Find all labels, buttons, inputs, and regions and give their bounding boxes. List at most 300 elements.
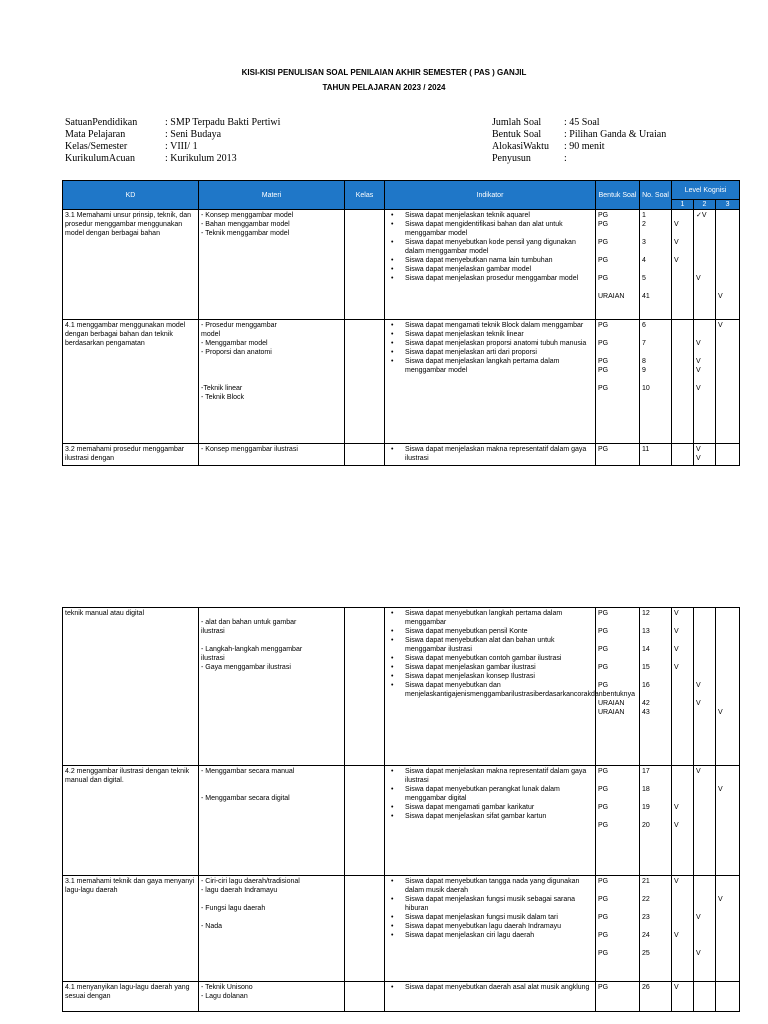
level-3-cell-line — [718, 265, 737, 274]
bentuk-soal-cell-line — [598, 922, 637, 931]
level-2-cell-line — [696, 922, 713, 931]
level-2-cell-line — [696, 256, 713, 265]
level-2-cell-line: V — [696, 768, 701, 775]
level-3-cell-line — [718, 618, 737, 627]
bentuk-soal-cell — [596, 876, 640, 982]
level-3-cell-line — [718, 803, 737, 812]
bentuk-soal-cell-line: PG — [598, 239, 609, 246]
level-2-cell-line: V — [696, 340, 701, 347]
level-1-cell-line — [674, 812, 691, 821]
level-3-cell — [716, 982, 740, 1012]
kelas-cell — [345, 766, 385, 876]
materi-cell-line — [201, 366, 342, 375]
meta-left-row — [65, 129, 280, 141]
no-soal-cell-line: 6 — [642, 322, 646, 329]
level-1-cell-line — [674, 366, 691, 375]
materi-cell-line: - Prosedur menggambar — [201, 322, 277, 329]
level-2-cell-line: ✓V — [696, 212, 707, 219]
bentuk-soal-cell-line: PG — [598, 822, 609, 829]
indikator-cell — [385, 210, 596, 320]
level-2-cell-line — [696, 812, 713, 821]
bentuk-soal-cell — [596, 608, 640, 766]
materi-cell-line: - Menggambar secara digital — [201, 795, 290, 802]
materi-cell-line: -Teknik linear — [201, 385, 243, 392]
header-materi: Materi — [199, 181, 345, 210]
level-3-cell-line — [718, 877, 737, 886]
materi-cell-line — [201, 776, 342, 785]
bentuk-soal-cell-line: PG — [598, 768, 609, 775]
meta-right-row — [492, 117, 666, 129]
meta-right-value: : Pilihan Ganda & Uraian — [564, 129, 667, 140]
level-2-cell-line — [696, 663, 713, 672]
kd-cell: 4.2 menggambar ilustrasi dengan teknik manual dan digital. — [63, 766, 199, 876]
no-soal-cell-line: 15 — [642, 664, 650, 671]
table-row — [63, 444, 740, 466]
level-2-cell-line: V — [696, 358, 701, 365]
level-1-cell-line — [674, 292, 691, 301]
level-3-cell — [716, 766, 740, 876]
no-soal-cell-line — [642, 812, 669, 821]
level-2-cell-line — [696, 375, 713, 384]
materi-cell — [199, 876, 345, 982]
level-1-cell-line — [674, 211, 691, 220]
no-soal-cell-line — [642, 654, 669, 663]
level-3-cell-line — [718, 922, 737, 931]
level-3-cell — [716, 444, 740, 466]
level-1-cell — [672, 982, 694, 1012]
level-3-cell-line — [718, 627, 737, 636]
level-3-cell-line — [718, 913, 737, 922]
meta-left-row — [65, 153, 280, 165]
bentuk-soal-cell-line: PG — [598, 610, 609, 617]
header-level-kognisi: Level Kognisi — [672, 181, 740, 200]
level-3-cell-line — [718, 211, 737, 220]
level-3-cell-line — [718, 339, 737, 348]
meta-right-row — [492, 153, 666, 165]
no-soal-cell — [640, 444, 672, 466]
indikator-item: • Siswa dapat menjelaskan fungsi musik dalam tari — [387, 913, 593, 922]
level-1-cell — [672, 876, 694, 982]
level-3-cell-line — [718, 283, 737, 292]
level-2-cell-line — [696, 776, 713, 785]
bentuk-soal-cell-line: PG — [598, 322, 609, 329]
level-1-cell-line — [674, 321, 691, 330]
level-2-cell — [694, 210, 716, 320]
no-soal-cell — [640, 320, 672, 444]
no-soal-cell-line — [642, 672, 669, 681]
no-soal-cell-line: 11 — [642, 446, 650, 453]
bentuk-soal-cell-line: PG — [598, 385, 609, 392]
indikator-item: • Siswa dapat menjelaskan teknik linear — [387, 330, 593, 339]
level-1-cell-line — [674, 445, 691, 454]
level-2-cell-line: V — [696, 385, 701, 392]
no-soal-cell-line — [642, 886, 669, 895]
header-bentuk-soal: Bentuk Soal — [596, 181, 640, 210]
bentuk-soal-cell-line — [598, 247, 637, 256]
level-3-cell-line — [718, 663, 737, 672]
level-3-cell-line — [718, 949, 737, 958]
indikator-item: • Siswa dapat menjelaskan teknik aquarel — [387, 211, 593, 220]
indikator-item: • Siswa dapat menyebutkan alat dan bahan untuk menggambar ilustrasi — [387, 636, 593, 654]
meta-left-value: : VIII/ 1 — [165, 141, 198, 152]
indikator-cell — [385, 876, 596, 982]
level-2-cell-line: V — [696, 367, 701, 374]
bentuk-soal-cell-line: PG — [598, 221, 609, 228]
level-1-cell-line — [674, 949, 691, 958]
materi-cell-line: - Menggambar secara manual — [201, 768, 295, 775]
bentuk-soal-cell-line — [598, 904, 637, 913]
bentuk-soal-cell-line: PG — [598, 367, 609, 374]
level-2-cell-line — [696, 283, 713, 292]
no-soal-cell-line — [642, 940, 669, 949]
level-1-cell-line — [674, 767, 691, 776]
level-2-cell-line — [696, 292, 713, 301]
level-2-cell-line — [696, 785, 713, 794]
level-2-cell-line: V — [696, 914, 701, 921]
level-3-cell-line — [718, 229, 737, 238]
level-1-cell-line — [674, 348, 691, 357]
level-1-cell-line: V — [674, 257, 679, 264]
header-level-1: 1 — [672, 200, 694, 210]
level-2-cell-line: V — [696, 700, 701, 707]
indikator-item: • Siswa dapat menjelaskan gambar model — [387, 265, 593, 274]
bentuk-soal-cell-line: PG — [598, 786, 609, 793]
level-2-cell-line — [696, 645, 713, 654]
materi-cell-line: - Teknik menggambar model — [201, 230, 290, 237]
table-row — [63, 766, 740, 876]
materi-cell-line: - Ciri-ciri lagu daerah/tradisional — [201, 878, 300, 885]
level-1-cell-line — [674, 681, 691, 690]
indikator-item: • Siswa dapat menyebutkan contoh gambar ilustrasi — [387, 654, 593, 663]
level-2-cell-line: V — [696, 455, 701, 462]
materi-cell-line — [201, 785, 342, 794]
level-3-cell-line — [718, 375, 737, 384]
materi-cell-line: - Teknik Unisono — [201, 984, 253, 991]
no-soal-cell-line — [642, 618, 669, 627]
no-soal-cell-line — [642, 922, 669, 931]
indikator-item: • Siswa dapat mengidentifikasi bahan dan alat untuk menggambar model — [387, 220, 593, 238]
kelas-cell — [345, 210, 385, 320]
indikator-item: • Siswa dapat menyebutkan kode pensil yang digunakan dalam menggambar model — [387, 238, 593, 256]
no-soal-cell-line: 3 — [642, 239, 646, 246]
level-2-cell — [694, 766, 716, 876]
meta-left-label: Mata Pelajaran — [65, 129, 126, 140]
level-1-cell-line: V — [674, 984, 679, 991]
level-2-cell-line — [696, 618, 713, 627]
indikator-item: • Siswa dapat menjelaskan proporsi anatomi tubuh manusia — [387, 339, 593, 348]
no-soal-cell — [640, 766, 672, 876]
level-3-cell-line — [718, 645, 737, 654]
level-3-cell — [716, 320, 740, 444]
level-1-cell-line — [674, 776, 691, 785]
meta-right-value: : — [564, 153, 567, 164]
level-2-cell-line — [696, 940, 713, 949]
bentuk-soal-cell-line — [598, 330, 637, 339]
level-3-cell-line — [718, 699, 737, 708]
level-3-cell-line — [718, 357, 737, 366]
level-3-cell — [716, 608, 740, 766]
indikator-item: • Siswa dapat menjelaskan prosedur menggambar model — [387, 274, 593, 283]
kd-cell: 3.1 memahami teknik dan gaya menyanyi lagu-lagu daerah — [63, 876, 199, 982]
no-soal-cell-line: 9 — [642, 367, 646, 374]
indikator-item: • Siswa dapat menyebutkan lagu daerah Indramayu — [387, 922, 593, 931]
level-1-cell-line — [674, 654, 691, 663]
level-1-cell-line: V — [674, 610, 679, 617]
no-soal-cell-line: 26 — [642, 984, 650, 991]
kelas-cell — [345, 444, 385, 466]
level-2-cell — [694, 320, 716, 444]
level-2-cell-line — [696, 627, 713, 636]
level-3-cell-line — [718, 330, 737, 339]
kd-cell: 4.1 menyanyikan lagu-lagu daerah yang sesuai dengan — [63, 982, 199, 1012]
level-2-cell-line — [696, 931, 713, 940]
meta-right-label: Bentuk Soal — [492, 129, 542, 140]
meta-left-label: Kelas/Semester — [65, 141, 128, 152]
kelas-cell — [345, 608, 385, 766]
indikator-item: • Siswa dapat mengamati teknik Block dalam menggambar — [387, 321, 593, 330]
level-2-cell-line — [696, 690, 713, 699]
meta-left-row — [65, 117, 280, 129]
level-3-cell-line — [718, 636, 737, 645]
level-2-cell-line — [696, 265, 713, 274]
no-soal-cell-line: 1 — [642, 212, 646, 219]
level-2-cell-line — [696, 654, 713, 663]
materi-cell-line: - Proporsi dan anatomi — [201, 349, 272, 356]
level-1-cell — [672, 320, 694, 444]
level-1-cell-line: V — [674, 804, 679, 811]
level-1-cell-line: V — [674, 239, 679, 246]
level-3-cell-line — [718, 384, 737, 393]
level-2-cell-line — [696, 803, 713, 812]
level-1-cell-line — [674, 913, 691, 922]
no-soal-cell-line — [642, 794, 669, 803]
level-1-cell-line — [674, 708, 691, 717]
no-soal-cell-line — [642, 904, 669, 913]
indikator-cell — [385, 320, 596, 444]
bentuk-soal-cell-line: PG — [598, 664, 609, 671]
materi-cell-line: - lagu daerah Indramayu — [201, 887, 278, 894]
level-3-cell — [716, 210, 740, 320]
level-2-cell-line — [696, 708, 713, 717]
indikator-item: • Siswa dapat menjelaskan ciri lagu daerah — [387, 931, 593, 940]
level-1-cell-line: V — [674, 822, 679, 829]
indikator-item: • Siswa dapat menjelaskan langkah pertama dalam menggambar model — [387, 357, 593, 375]
materi-cell-line: - Bahan menggambar model — [201, 221, 290, 228]
meta-right — [492, 117, 666, 165]
bentuk-soal-cell-line: PG — [598, 646, 609, 653]
level-2-cell-line — [696, 794, 713, 803]
bentuk-soal-cell-line: URAIAN — [598, 293, 625, 300]
level-1-cell — [672, 766, 694, 876]
no-soal-cell-line — [642, 348, 669, 357]
bentuk-soal-cell-line — [598, 812, 637, 821]
level-2-cell-line — [696, 904, 713, 913]
meta-left-value: : SMP Terpadu Bakti Pertiwi — [165, 117, 281, 128]
level-1-cell-line: V — [674, 646, 679, 653]
level-1-cell-line — [674, 785, 691, 794]
meta-right-label: Jumlah Soal — [492, 117, 542, 128]
level-3-cell-line — [718, 983, 737, 992]
no-soal-cell-line — [642, 776, 669, 785]
level-1-cell-line — [674, 886, 691, 895]
no-soal-cell-line: 23 — [642, 914, 650, 921]
meta-right-row — [492, 129, 666, 141]
materi-cell — [199, 982, 345, 1012]
materi-cell-line: ilustrasi — [201, 655, 225, 662]
level-1-cell-line — [674, 618, 691, 627]
indikator-item: • Siswa dapat menyebutkan langkah pertama dalam menggambar — [387, 609, 593, 627]
level-3-cell-line — [718, 238, 737, 247]
level-2-cell-line — [696, 672, 713, 681]
materi-cell-line — [201, 375, 342, 384]
level-1-cell-line — [674, 375, 691, 384]
materi-cell-line — [201, 357, 342, 366]
level-3-cell-line: V — [718, 896, 723, 903]
indikator-item: • Siswa dapat menyebutkan perangkat lunak dalam menggambar digital — [387, 785, 593, 803]
kisi-kisi-table-page2 — [62, 607, 740, 1012]
level-3-cell-line: V — [718, 322, 723, 329]
level-2-cell-line — [696, 821, 713, 830]
level-1-cell-line — [674, 229, 691, 238]
level-2-cell — [694, 876, 716, 982]
meta-left-label: SatuanPendidikan — [65, 117, 138, 128]
level-3-cell-line — [718, 940, 737, 949]
level-3-cell-line — [718, 348, 737, 357]
level-1-cell-line — [674, 672, 691, 681]
level-1-cell-line — [674, 636, 691, 645]
no-soal-cell-line: 19 — [642, 804, 650, 811]
bentuk-soal-cell-line: PG — [598, 950, 609, 957]
level-1-cell-line — [674, 247, 691, 256]
materi-cell-line: - Konsep menggambar model — [201, 212, 294, 219]
level-1-cell — [672, 210, 694, 320]
header-level-2: 2 — [694, 200, 716, 210]
level-2-cell-line — [696, 895, 713, 904]
level-3-cell-line — [718, 681, 737, 690]
indikator-item: • Siswa dapat menjelaskan makna representatif dalam gaya ilustrasi — [387, 445, 593, 463]
header-level-3: 3 — [716, 200, 740, 210]
meta-left-value: : Seni Budaya — [165, 129, 222, 140]
materi-cell-line: - alat dan bahan untuk gambar — [201, 619, 297, 626]
bentuk-soal-cell-line: PG — [598, 682, 609, 689]
no-soal-cell-line: 20 — [642, 822, 650, 829]
level-1-cell-line — [674, 940, 691, 949]
level-3-cell-line — [718, 821, 737, 830]
level-3-cell-line — [718, 812, 737, 821]
no-soal-cell-line — [642, 247, 669, 256]
level-2-cell-line: V — [696, 446, 701, 453]
level-2-cell-line: V — [696, 950, 701, 957]
level-3-cell-line — [718, 256, 737, 265]
kd-cell: 3.2 memahami prosedur menggambar ilustrasi dengan — [63, 444, 199, 466]
level-2-cell-line — [696, 321, 713, 330]
bentuk-soal-cell — [596, 320, 640, 444]
indikator-item: • Siswa dapat menjelaskan gambar ilustrasi — [387, 663, 593, 672]
level-1-cell-line — [674, 330, 691, 339]
materi-cell-line: - Teknik Block — [201, 394, 245, 401]
meta-left-row — [65, 141, 280, 153]
indikator-item: • Siswa dapat menyebutkan daerah asal alat musik angklung — [387, 983, 593, 992]
level-2-cell-line — [696, 886, 713, 895]
meta-right-label: Penyusun — [492, 153, 531, 164]
level-1-cell-line — [674, 904, 691, 913]
kelas-cell — [345, 320, 385, 444]
no-soal-cell-line: 41 — [642, 293, 650, 300]
level-1-cell-line — [674, 922, 691, 931]
level-3-cell-line — [718, 904, 737, 913]
meta-right-value: : 90 menit — [564, 141, 605, 152]
level-3-cell-line — [718, 274, 737, 283]
level-2-cell-line: V — [696, 275, 701, 282]
indikator-cell — [385, 766, 596, 876]
no-soal-cell-line: 24 — [642, 932, 650, 939]
level-1-cell-line — [674, 283, 691, 292]
no-soal-cell-line — [642, 636, 669, 645]
indikator-item: • Siswa dapat menyebutkan pensil Konte — [387, 627, 593, 636]
indikator-item: • Siswa dapat menyebutkan tangga nada yang digunakan dalam musik daerah — [387, 877, 593, 895]
materi-cell-line: - Langkah-langkah menggambar — [201, 646, 303, 653]
level-3-cell — [716, 876, 740, 982]
no-soal-cell-line — [642, 229, 669, 238]
level-1-cell-line — [674, 690, 691, 699]
bentuk-soal-cell-line — [598, 265, 637, 274]
no-soal-cell-line: 5 — [642, 275, 646, 282]
no-soal-cell-line: 16 — [642, 682, 650, 689]
level-2-cell-line — [696, 877, 713, 886]
materi-cell-line: model — [201, 331, 221, 338]
bentuk-soal-cell-line: PG — [598, 358, 609, 365]
level-1-cell-line: V — [674, 664, 679, 671]
level-3-cell-line — [718, 220, 737, 229]
level-1-cell-line — [674, 357, 691, 366]
materi-cell-line — [201, 895, 342, 904]
level-1-cell — [672, 444, 694, 466]
bentuk-soal-cell — [596, 444, 640, 466]
level-2-cell — [694, 444, 716, 466]
level-2-cell — [694, 982, 716, 1012]
header-indikator: Indikator — [385, 181, 596, 210]
level-2-cell-line — [696, 220, 713, 229]
bentuk-soal-cell-line — [598, 672, 637, 681]
no-soal-cell — [640, 876, 672, 982]
no-soal-cell — [640, 982, 672, 1012]
level-1-cell-line — [674, 274, 691, 283]
indikator-item: • Siswa dapat menjelaskan sifat gambar kartun — [387, 812, 593, 821]
materi-cell-line: - Menggambar model — [201, 340, 268, 347]
kd-cell: 3.1 Memahami unsur prinsip, teknik, dan prosedur menggambar menggunakan model dengan berbagai bahan — [63, 210, 199, 320]
meta-left-label: KurikulumAcuan — [65, 153, 135, 164]
no-soal-cell-line: 18 — [642, 786, 650, 793]
indikator-item: • Siswa dapat menjelaskan konsep Ilustrasi — [387, 672, 593, 681]
bentuk-soal-cell-line — [598, 229, 637, 238]
no-soal-cell-line: 22 — [642, 896, 650, 903]
materi-cell-line: - Fungsi lagu daerah — [201, 905, 266, 912]
bentuk-soal-cell-line: PG — [598, 984, 609, 991]
table-row — [63, 608, 740, 766]
no-soal-cell — [640, 210, 672, 320]
bentuk-soal-cell-line: PG — [598, 896, 609, 903]
indikator-item: • Siswa dapat menyebutkan dan menjelaskantigajenismenggambarilustrasiberdasarkancorakdanbentuknya — [387, 681, 593, 699]
level-3-cell-line — [718, 886, 737, 895]
no-soal-cell-line: 13 — [642, 628, 650, 635]
bentuk-soal-cell — [596, 210, 640, 320]
table-row — [63, 210, 740, 320]
level-2-cell-line — [696, 983, 713, 992]
meta-right-label: AlokasiWaktu — [492, 141, 549, 152]
indikator-item: • Siswa dapat menjelaskan makna representatif dalam gaya ilustrasi — [387, 767, 593, 785]
materi-cell — [199, 210, 345, 320]
bentuk-soal-cell — [596, 766, 640, 876]
